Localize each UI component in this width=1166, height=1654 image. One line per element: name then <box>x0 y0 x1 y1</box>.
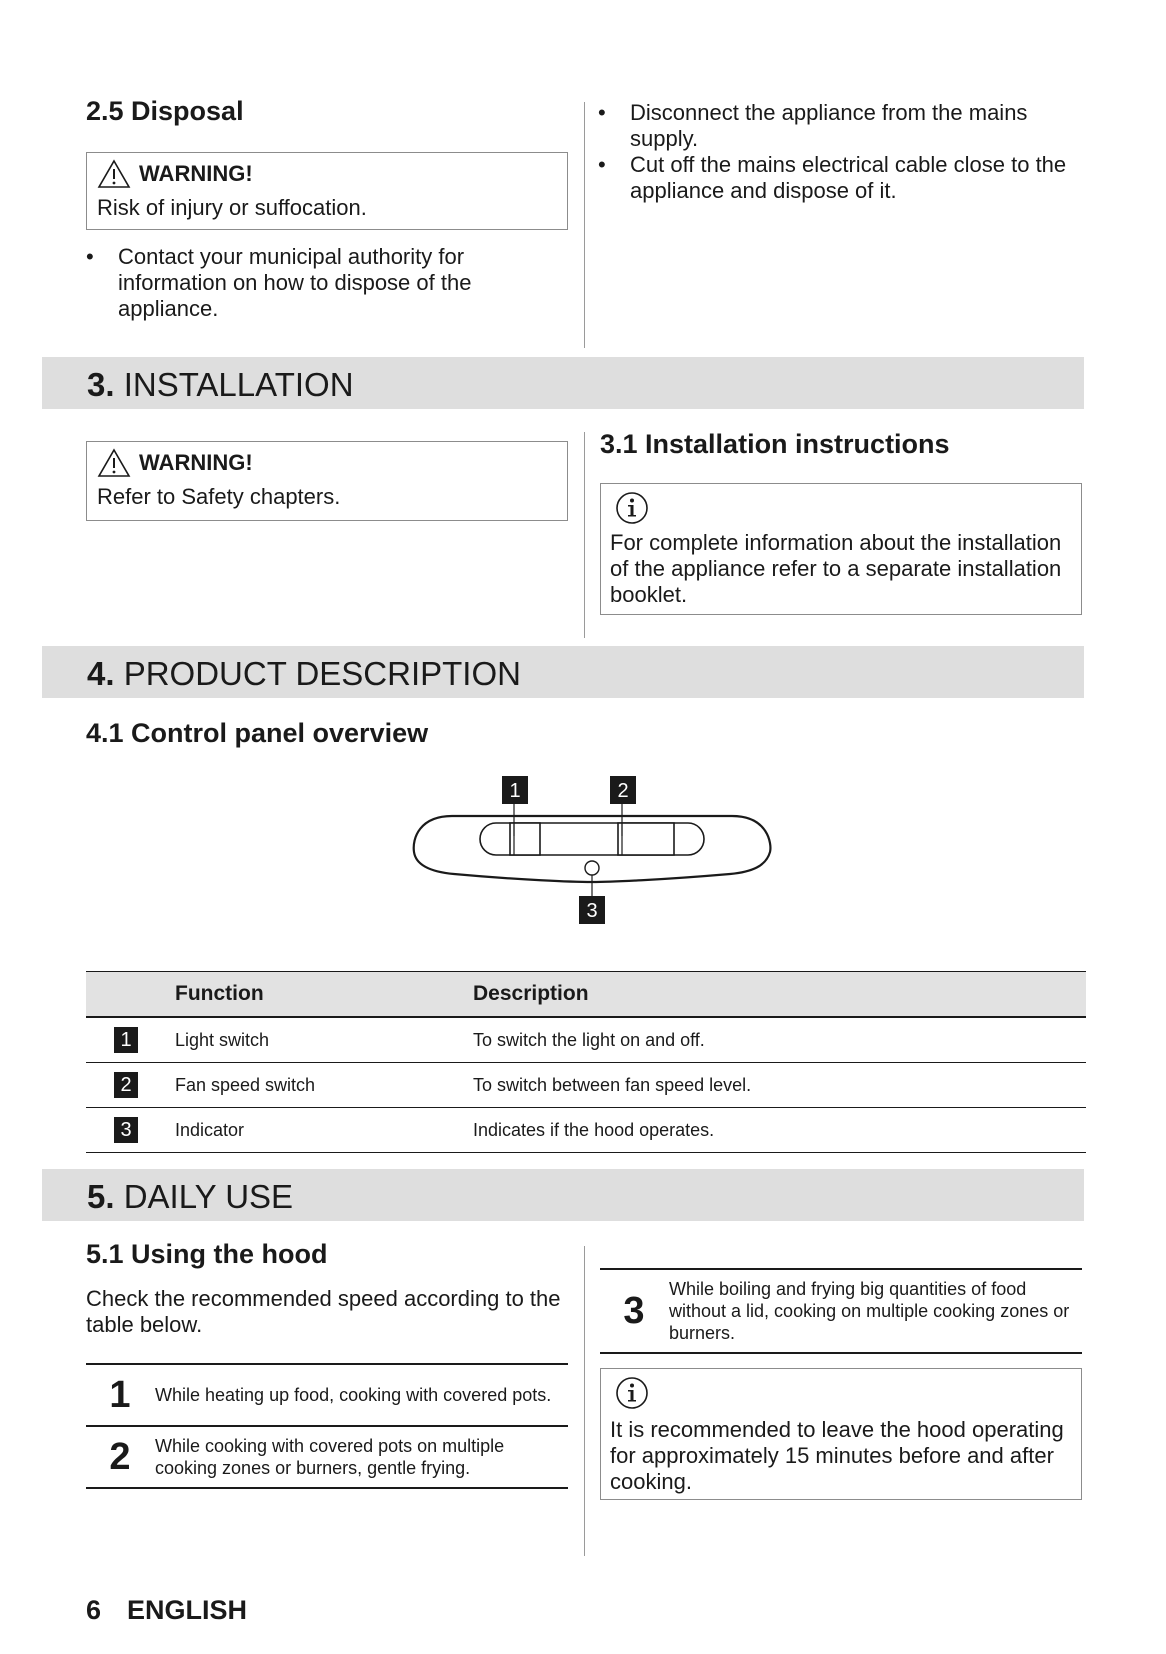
warning-title-text: WARNING! <box>139 161 253 186</box>
fan-speed-switch <box>618 823 674 855</box>
page-number: 6 <box>86 1595 102 1625</box>
disposal-bullet-list-left <box>86 244 556 322</box>
table-cell-description: Indicates if the hood operates. <box>472 1108 1086 1153</box>
control-panel-function-table <box>86 971 1086 1153</box>
table-cell-function: Indicator <box>174 1108 472 1153</box>
section-title-daily-use <box>87 1178 293 1216</box>
section-title-text: INSTALLATION <box>123 366 354 403</box>
table-row <box>86 1426 568 1488</box>
subsection-heading-using-the-hood: 5.1 Using the hood <box>86 1239 328 1269</box>
callout-label: 3 <box>586 900 598 922</box>
warning-title <box>97 448 557 478</box>
control-panel-diagram <box>410 776 776 928</box>
table-row <box>86 1108 1086 1153</box>
row-number-badge: 2 <box>114 1072 138 1098</box>
table-cell-description: To switch the light on and off. <box>472 1017 1086 1063</box>
table-cell-description: To switch between fan speed level. <box>472 1063 1086 1108</box>
speed-number: 2 <box>86 1426 154 1488</box>
row-number-badge: 1 <box>114 1027 138 1053</box>
table-row <box>86 1364 568 1426</box>
speed-description: While cooking with covered pots on multiple cooking zones or burners, gentle frying. <box>154 1426 568 1488</box>
list-item: • Cut off the mains electrical cable close to the appliance and dispose of it. <box>598 152 1078 204</box>
warning-box-disposal <box>86 152 568 230</box>
table-header-row <box>86 972 1086 1018</box>
section-band-product-description <box>42 646 1084 698</box>
disposal-bullet-list-right <box>598 100 1078 204</box>
speed-description: While heating up food, cooking with covered pots. <box>154 1364 568 1426</box>
subsection-heading-control-panel: 4.1 Control panel overview <box>86 718 429 748</box>
callout-label: 1 <box>509 780 521 802</box>
table-row <box>86 1063 1086 1108</box>
warning-box-installation <box>86 441 568 521</box>
table-header-function: Function <box>174 972 472 1018</box>
speed-table-right <box>600 1268 1082 1354</box>
speed-description: While boiling and frying big quantities of food without a lid, cooking on multiple cooking zones or burners. <box>668 1269 1082 1353</box>
section-title-text: PRODUCT DESCRIPTION <box>123 655 521 692</box>
info-box-installation <box>600 483 1082 615</box>
warning-title <box>97 159 557 189</box>
info-icon <box>614 1375 650 1411</box>
section-heading-disposal: 2.5 Disposal <box>86 96 244 126</box>
table-cell-function: Light switch <box>174 1017 472 1063</box>
page-footer <box>86 1595 247 1626</box>
section-band-installation <box>42 357 1084 409</box>
section-title-text: DAILY USE <box>123 1178 294 1215</box>
table-cell-function: Fan speed switch <box>174 1063 472 1108</box>
section-number: 5. <box>87 1178 115 1215</box>
info-icon <box>614 490 650 526</box>
warning-triangle-icon <box>97 159 131 189</box>
table-row <box>600 1269 1082 1353</box>
speed-number: 1 <box>86 1364 154 1426</box>
table-header-cell <box>86 972 174 1018</box>
list-item: • Contact your municipal authority for information on how to dispose of the appliance. <box>86 244 556 322</box>
section-band-daily-use <box>42 1169 1084 1221</box>
warning-text: Refer to Safety chapters. <box>97 484 341 509</box>
section-title-product-description <box>87 655 521 693</box>
subsection-heading-installation-instructions: 3.1 Installation instructions <box>600 429 950 459</box>
speed-number: 3 <box>600 1269 668 1353</box>
warning-text: Risk of injury or suffocation. <box>97 195 367 220</box>
table-header-description: Description <box>472 972 1086 1018</box>
row-number-badge: 3 <box>114 1117 138 1143</box>
footer-language: ENGLISH <box>127 1595 248 1625</box>
section-number: 4. <box>87 655 115 692</box>
info-text: It is recommended to leave the hood operating for approximately 15 minutes before and after cooking. <box>610 1417 1064 1494</box>
section-title-installation <box>87 366 354 404</box>
column-divider <box>584 432 585 638</box>
section-number: 3. <box>87 366 115 403</box>
using-hood-intro: Check the recommended speed according to the table below. <box>86 1286 561 1337</box>
callout-label: 2 <box>617 780 629 802</box>
warning-triangle-icon <box>97 448 131 478</box>
indicator-light <box>585 861 599 875</box>
list-item: • Disconnect the appliance from the mains supply. <box>598 100 1078 152</box>
column-divider <box>584 1246 585 1556</box>
warning-title-text: WARNING! <box>139 450 253 475</box>
info-text: For complete information about the installation of the appliance refer to a separate installation booklet. <box>610 530 1062 607</box>
speed-table-left <box>86 1363 568 1489</box>
info-box-daily-use <box>600 1368 1082 1500</box>
column-divider <box>584 102 585 348</box>
table-row <box>86 1017 1086 1063</box>
